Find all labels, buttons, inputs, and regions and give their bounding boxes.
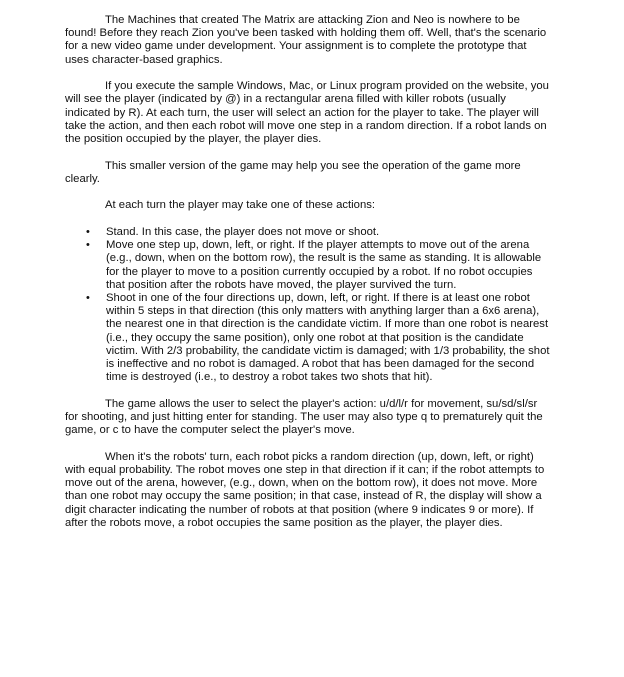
sample-program-paragraph: If you execute the sample Windows, Mac, or Linux program provided on the website, you will see the player (indicated by @) in a rectangular arena filled with killer robots (usually indicated by R). At each turn, the user will select an action for the player to take. The player will take the action, and then each robot will move one step in a random direction. If a robot lands on the position occupied by the player, the player dies. (65, 80, 549, 146)
intro-paragraph: The Machines that created The Matrix are attacking Zion and Neo is nowhere to be found! Before they reach Zion you've been tasked with holding them off. Well, that's the scenario for a new video game under development. Your assignment is to complete the prototype that uses character-based graphics. (65, 14, 547, 66)
bullet-icon: • (86, 292, 90, 305)
actions-intro-paragraph: At each turn the player may take one of these actions: (105, 199, 376, 212)
smaller-version-paragraph: This smaller version of the game may help you see the operation of the game more clearly. (65, 159, 521, 185)
document-body (65, 14, 553, 543)
bullet-icon: • (86, 226, 90, 238)
list-item (65, 239, 553, 292)
list-item-text: Move one step up, down, left, or right. If the player attempts to move out of the arena (e.g., down, when on the bottom row), the result is the same as standing. It is allowable for the player to move to a position currently occupied by a robot. If no robot occupies that position after the robots have moved, the player survived the turn. (106, 239, 542, 291)
list-item (65, 292, 553, 384)
actions-list (65, 226, 553, 384)
list-item-text: Shoot in one of the four directions up, down, left, or right. If there is at least one robot within 5 steps in that direction (this only matters with anything larger than a 6x6 arena), the nearest one in that direction is the candidate victim. If more than one robot is nearest (i.e., they occupy the same position), only one robot at that position is the candidate victim. With 2/3 probability, the candidate victim is damaged; with 1/3 probability, the shot is ineffective and no robot is damaged. A robot that has been damaged for the second time is destroyed (i.e., to destroy a robot takes two shots that hit). (106, 292, 550, 384)
bullet-icon: • (86, 239, 90, 252)
list-item-text: Stand. In this case, the player does not move or shoot. (106, 226, 380, 238)
list-item (65, 226, 553, 239)
controls-paragraph: The game allows the user to select the player's action: u/d/l/r for movement, su/sd/sl/sr for shooting, and just hitting enter for standing. The user may also type q to prematurely quit the game, or c to have the computer select the player's move. (65, 397, 543, 437)
robots-turn-paragraph: When it's the robots' turn, each robot picks a random direction (up, down, left, or right) with equal probability. The robot moves one step in that direction if it can; if the robot attempts to move out of the arena, however, (e.g., down, when on the bottom row), it does not move. More than one robot may occupy the same position; in that case, instead of R, the display will show a digit character indicating the number of robots at that position (where 9 indicates 9 or more). If after the robots move, a robot occupies the same position as the player, the player dies. (65, 450, 545, 529)
